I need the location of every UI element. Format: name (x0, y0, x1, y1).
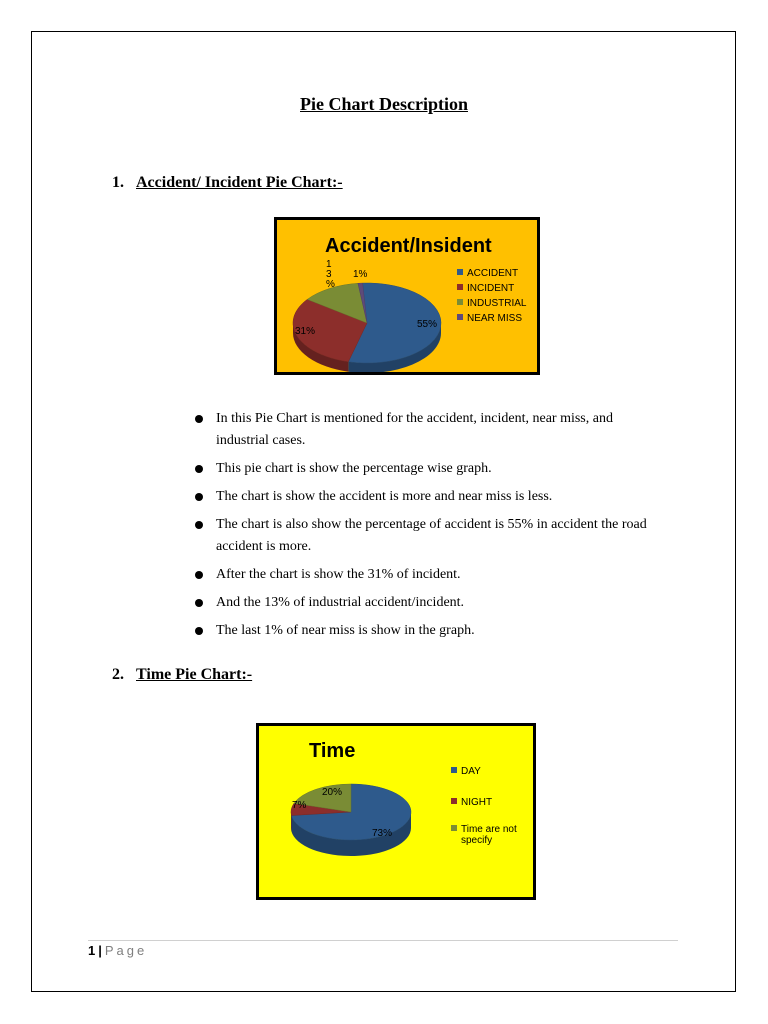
bullet-text: The last 1% of near miss is show in the graph. (216, 623, 475, 638)
list-item (190, 620, 660, 642)
document-title: Pie Chart Description (300, 94, 468, 114)
bullet-icon (195, 521, 203, 529)
legend-label: ACCIDENT (467, 268, 519, 279)
list-item (190, 592, 660, 614)
section-1-heading (112, 174, 343, 192)
list-item (190, 458, 660, 480)
list-item (190, 514, 660, 558)
legend-swatch (457, 284, 463, 290)
bullet-icon (195, 493, 203, 501)
bullet-text: After the chart is show the 31% of incident. (216, 567, 461, 582)
footer-divider (88, 940, 678, 941)
section-2-number: 2. (112, 666, 124, 683)
accident-pie-chart (274, 217, 540, 375)
legend-swatch (457, 269, 463, 275)
list-item (190, 408, 660, 452)
list-item (190, 486, 660, 508)
page-label: Page (104, 943, 148, 958)
bullet-icon (195, 571, 203, 579)
bullet-text: This pie chart is show the percentage wise graph. (216, 461, 492, 476)
pie-data-label: 55% (417, 319, 438, 330)
legend-swatch (457, 314, 463, 320)
bullet-icon (195, 599, 203, 607)
list-item (190, 564, 660, 586)
bullet-list (190, 408, 660, 648)
pie-data-label: 73% (372, 828, 393, 839)
legend-swatch (457, 299, 463, 305)
section-2-heading (112, 666, 252, 684)
section-1-number: 1. (112, 174, 124, 191)
bullet-text: The chart is also show the percentage of accident is 55% in accident the road accident is more. (216, 517, 647, 554)
legend-label: NIGHT (461, 797, 493, 808)
section-2-title: Time Pie Chart:- (136, 666, 253, 683)
legend-swatch (451, 798, 457, 804)
pie-data-label: 1 3 % (326, 259, 335, 290)
bullet-icon (195, 465, 203, 473)
pie-data-label: 31% (295, 326, 316, 337)
chart-title: Time (309, 740, 356, 762)
time-pie-chart (256, 723, 536, 900)
legend-label: INCIDENT (467, 283, 515, 294)
legend-label: DAY (461, 766, 481, 777)
legend-label: Time are not specify (461, 824, 517, 846)
pie-data-label: 1% (353, 269, 368, 280)
pie-data-label: 20% (322, 787, 343, 798)
legend-swatch (451, 767, 457, 773)
bullet-text: In this Pie Chart is mentioned for the accident, incident, near miss, and industrial cases. (216, 411, 613, 448)
chart-title: Accident/Insident (325, 235, 492, 257)
time-pie-chart-svg (259, 726, 533, 897)
bullet-icon (195, 415, 203, 423)
pie-data-label: 7% (292, 800, 307, 811)
page-footer (88, 943, 147, 958)
bullet-icon (195, 627, 203, 635)
legend-swatch (451, 825, 457, 831)
page-number: 1 (88, 943, 96, 958)
legend-label: NEAR MISS (467, 313, 523, 324)
section-1-title: Accident/ Incident Pie Chart:- (136, 174, 343, 191)
bullet-text: The chart is show the accident is more and near miss is less. (216, 489, 553, 504)
footer-separator: | (98, 943, 102, 958)
accident-pie-chart-svg (277, 220, 537, 372)
legend-label: INDUSTRIAL (467, 298, 527, 309)
bullet-text: And the 13% of industrial accident/incident. (216, 595, 465, 610)
